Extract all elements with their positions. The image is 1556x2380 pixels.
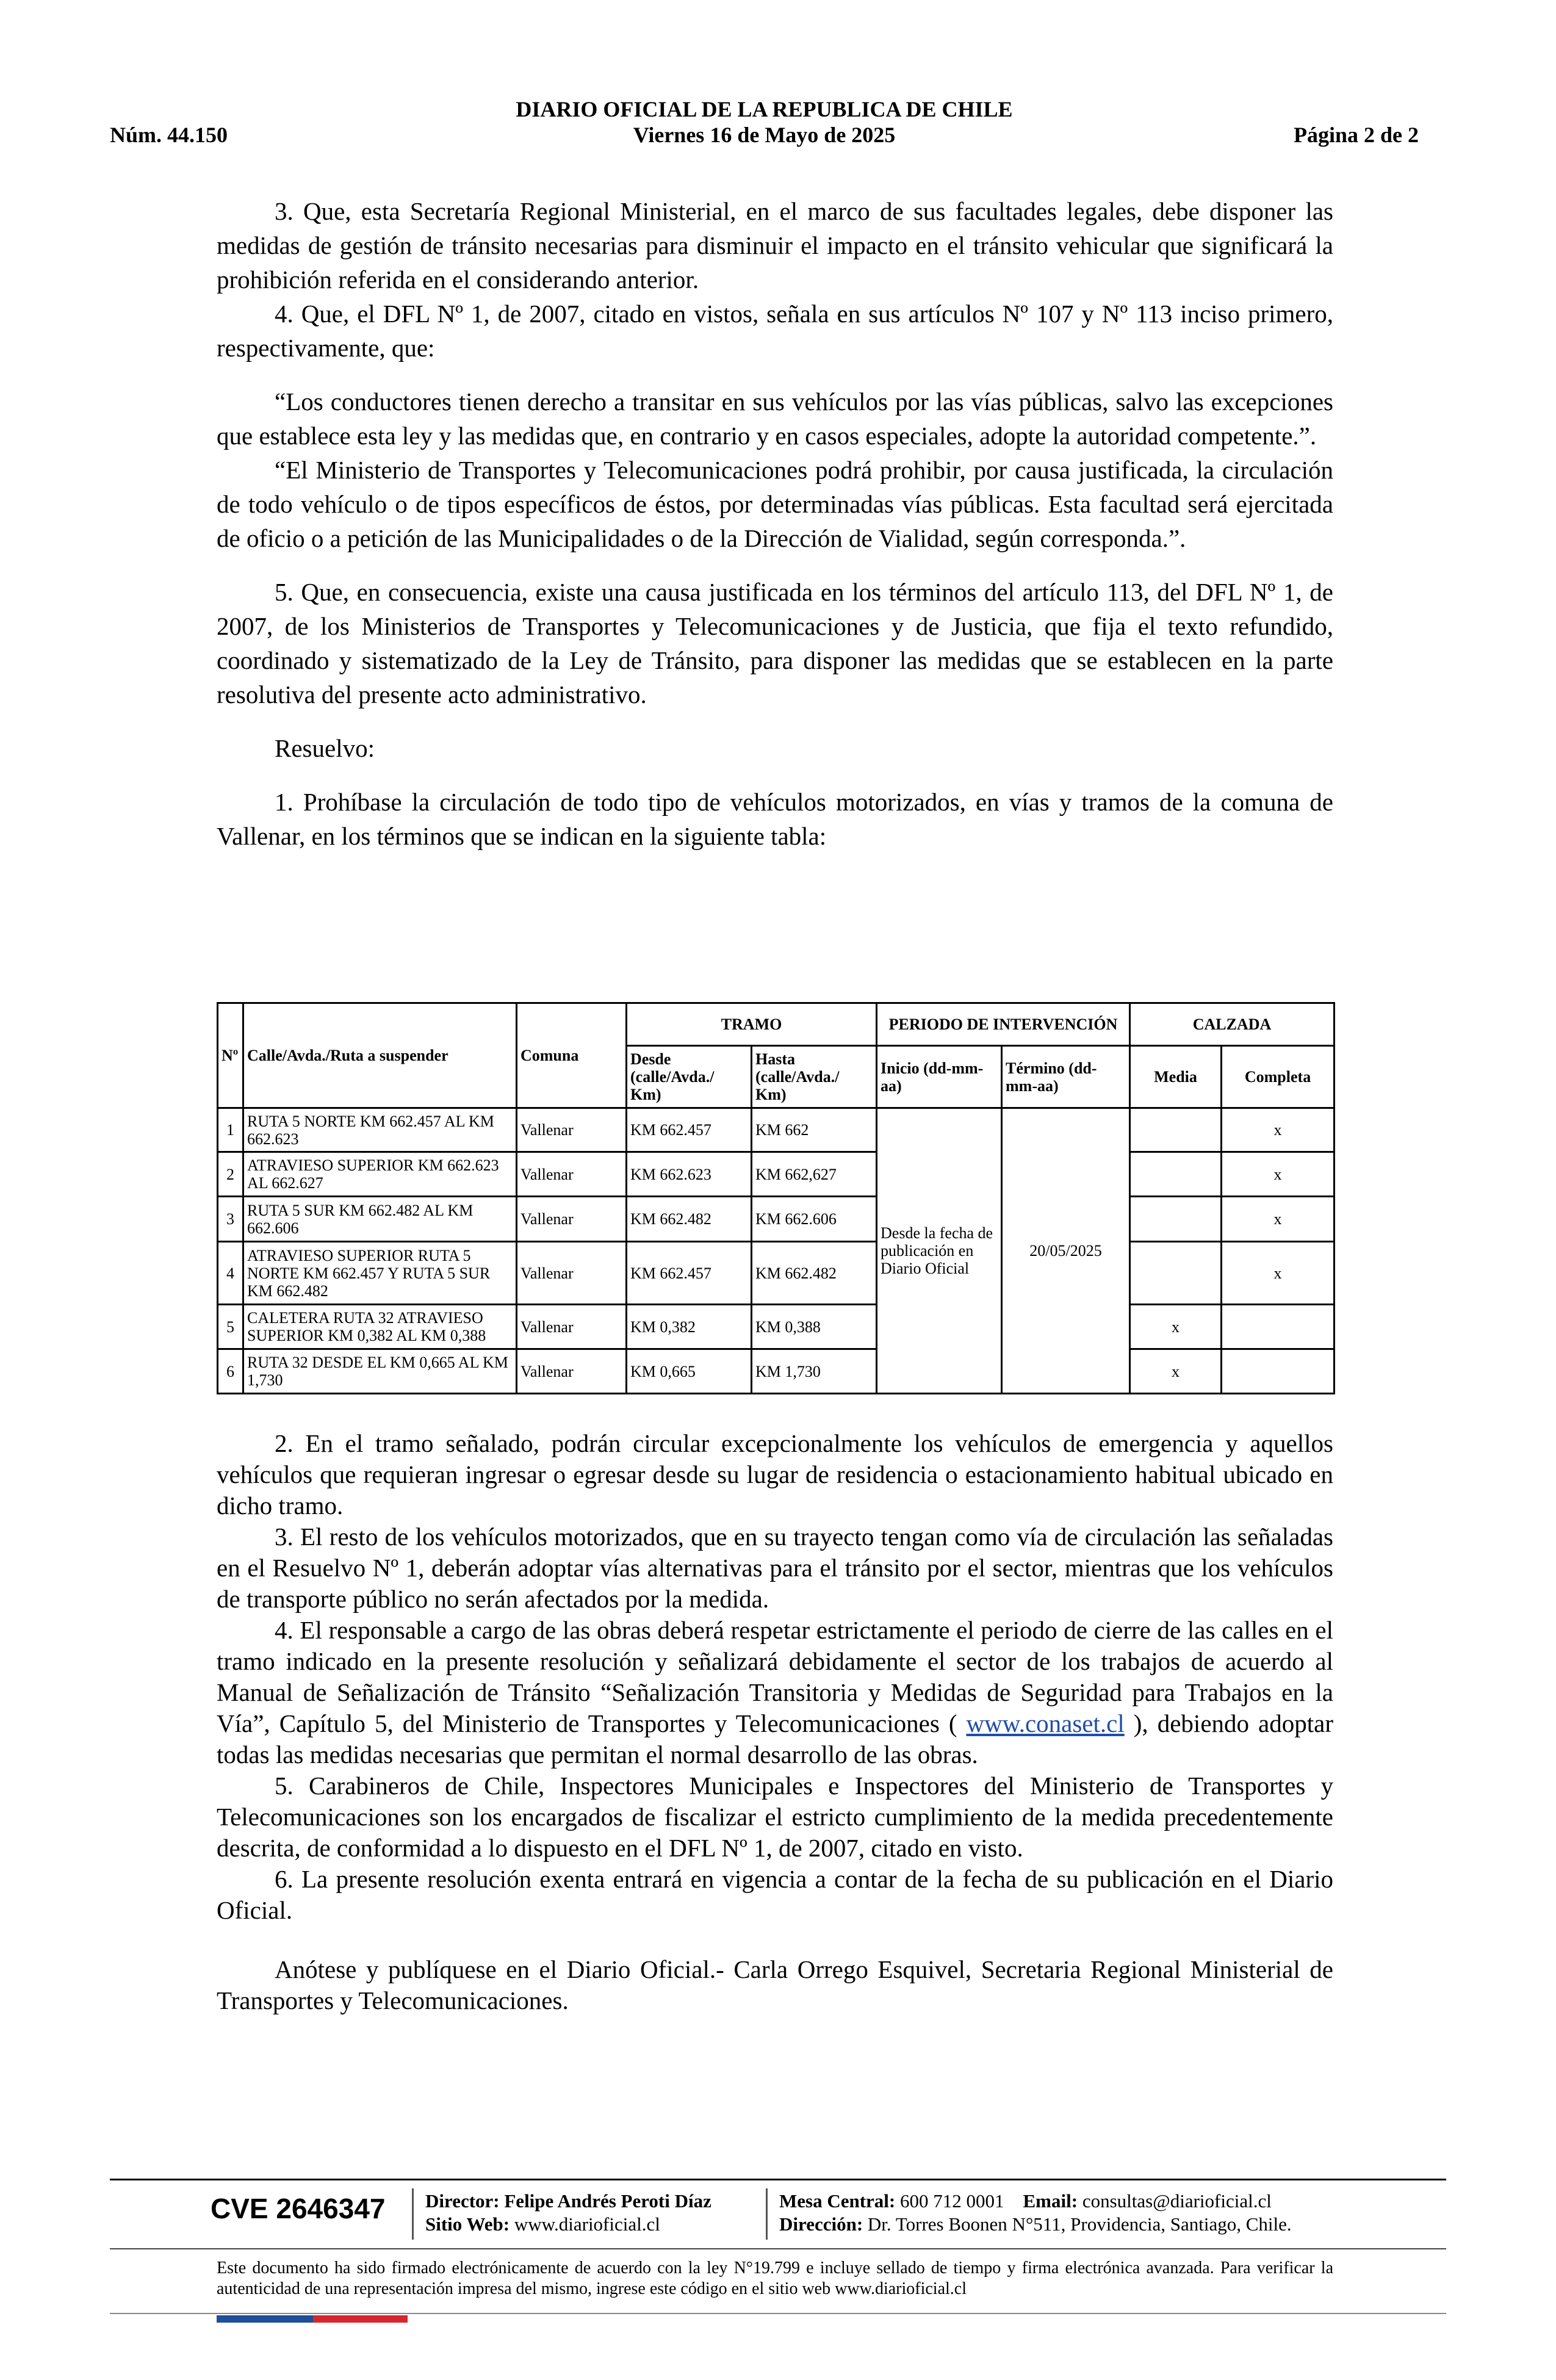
- header-calle: Calle/Avda./Ruta a suspender: [243, 1003, 517, 1108]
- header-calzada: CALZADA: [1130, 1003, 1334, 1046]
- cve-code: CVE 2646347: [211, 2193, 386, 2224]
- row-desde: KM 662.457: [627, 1108, 752, 1152]
- row-media: [1130, 1152, 1222, 1197]
- resuelvo-4: [217, 1615, 1333, 1770]
- header-termino: Término (dd-mm-aa): [1002, 1046, 1130, 1108]
- row-media: [1130, 1197, 1222, 1242]
- footer-bottom-rule: [110, 2313, 1446, 2314]
- row-media: [1130, 1108, 1222, 1152]
- row-number: 1: [218, 1108, 243, 1152]
- header-inicio: Inicio (dd-mm-aa): [877, 1046, 1002, 1108]
- quote-article-107: “Los conductores tienen derecho a transitar en sus vehículos por las vías públicas, salvo las excepciones que establece esta ley y las medidas que, en contrario y en casos especiales, adopte la autoridad competente.”.: [217, 388, 1333, 450]
- footer-mid-rule: [110, 2248, 1446, 2249]
- table-row: [218, 1108, 1334, 1152]
- row-calle: RUTA 32 DESDE EL KM 0,665 AL KM 1,730: [243, 1349, 517, 1394]
- row-calle: RUTA 5 NORTE KM 662.457 AL KM 662.623: [243, 1108, 517, 1152]
- closure-table: [217, 1002, 1335, 1394]
- director-name: Felipe Andrés Peroti Díaz: [504, 2190, 711, 2212]
- closing-signature: Anótese y publíquese en el Diario Oficial.- Carla Orrego Esquivel, Secretaria Regional Ministerial de Transportes y Telecomunicaciones.: [217, 1955, 1333, 2014]
- footer-divider: [412, 2188, 414, 2240]
- row-completa: x: [1222, 1242, 1334, 1305]
- row-number: 5: [218, 1305, 243, 1349]
- header-media: Media: [1130, 1046, 1222, 1108]
- row-media: [1130, 1242, 1222, 1305]
- row-desde: KM 0,665: [627, 1349, 752, 1394]
- inicio-cell: Desde la fecha de publicación en Diario Oficial: [877, 1108, 1002, 1394]
- table-row: [218, 1305, 1334, 1349]
- legal-notice: Este documento ha sido firmado electrónicamente de acuerdo con la ley N°19.799 e incluye sellado de tiempo y firma electrónica avanzada. Para verificar la autenticidad de una representación impresa del mismo, ingrese este código en el sitio web www.diarioficial.cl: [217, 2259, 1333, 2298]
- header-n: Nº: [218, 1003, 243, 1108]
- table-row: [218, 1349, 1334, 1394]
- row-number: 3: [218, 1197, 243, 1242]
- row-desde: KM 662.623: [627, 1152, 752, 1197]
- row-completa: x: [1222, 1152, 1334, 1197]
- flag-bar-blue: [217, 2315, 313, 2323]
- issue-number: Núm. 44.150: [110, 123, 228, 147]
- row-comuna: Vallenar: [517, 1349, 627, 1394]
- mesa-label: Mesa Central:: [779, 2190, 896, 2212]
- row-hasta: KM 662.482: [752, 1242, 877, 1305]
- web-label: Sitio Web:: [425, 2213, 510, 2235]
- issue-date: Viernes 16 de Mayo de 2025: [633, 123, 896, 147]
- header-hasta: Hasta (calle/Avda./ Km): [752, 1046, 877, 1108]
- row-completa: [1222, 1305, 1334, 1349]
- director-label: Director:: [425, 2190, 500, 2212]
- header-desde: Desde (calle/Avda./ Km): [627, 1046, 752, 1108]
- row-desde: KM 662.482: [627, 1197, 752, 1242]
- footer-divider: [766, 2188, 768, 2240]
- row-comuna: Vallenar: [517, 1197, 627, 1242]
- page-header: [110, 92, 1419, 153]
- row-calle: ATRAVIESO SUPERIOR KM 662.623 AL 662.627: [243, 1152, 517, 1197]
- resuelvo-6: 6. La presente resolución exenta entrará en vigencia a contar de la fecha de su publicación en el Diario Oficial.: [217, 1865, 1333, 1924]
- resuelvo-4-text-end: ), debiendo adoptar todas las medidas necesarias que permitan el normal desarrollo de las obras.: [217, 1709, 1333, 1769]
- row-media: x: [1130, 1305, 1222, 1349]
- flag-bar-red: [313, 2315, 408, 2323]
- row-number: 2: [218, 1152, 243, 1197]
- table-row: [218, 1197, 1334, 1242]
- table-row: [218, 1242, 1334, 1305]
- row-calle: ATRAVIESO SUPERIOR RUTA 5 NORTE KM 662.457 Y RUTA 5 SUR KM 662.482: [243, 1242, 517, 1305]
- row-hasta: KM 0,388: [752, 1305, 877, 1349]
- considerandos: [217, 194, 1333, 853]
- row-completa: x: [1222, 1197, 1334, 1242]
- table-row: [218, 1152, 1334, 1197]
- direccion-label: Dirección:: [779, 2213, 863, 2235]
- row-number: 6: [218, 1349, 243, 1394]
- resuelvo-1: 1. Prohíbase la circulación de todo tipo de vehículos motorizados, en vías y tramos de la comuna de Vallenar, en los términos que se indican en la siguiente tabla:: [217, 788, 1333, 850]
- row-comuna: Vallenar: [517, 1152, 627, 1197]
- resuelvo-4-text: 4. El responsable a cargo de las obras deberá respetar estrictamente el periodo de cierre de las calles en el tramo indicado en la presente resolución y señalizará debidamente el sector de los trabajos de acuerdo al Manual de Señalización de Tránsito “Señalización Transitoria y Medidas de Seguridad para Trabajos en la Vía”, Capítulo 5, del Ministerio de Transportes y Telecomunicaciones (: [217, 1616, 1333, 1737]
- conaset-link[interactable]: www.conaset.cl: [966, 1709, 1125, 1737]
- header-comuna: Comuna: [517, 1003, 627, 1108]
- row-number: 4: [218, 1242, 243, 1305]
- resuelvo-items: [217, 1428, 1333, 2016]
- row-hasta: KM 662: [752, 1108, 877, 1152]
- resuelvo-3: 3. El resto de los vehículos motorizados, que en su trayecto tengan como vía de circulación las señaladas en el Resuelvo Nº 1, deberán adoptar vías alternativas para el tránsito por el sector, mientras que los vehículos de transporte público no serán afectados por la medida.: [217, 1523, 1333, 1613]
- newspaper-title: DIARIO OFICIAL DE LA REPUBLICA DE CHILE: [516, 97, 1013, 121]
- email-label: Email:: [1023, 2190, 1078, 2212]
- resuelvo-5: 5. Carabineros de Chile, Inspectores Municipales e Inspectores del Ministerio de Transportes y Telecomunicaciones son los encargados de fiscalizar el estricto cumplimiento de la medida precedentemente descrita, de conformidad a lo dispuesto en el DFL Nº 1, de 2007, citado en visto.: [217, 1772, 1333, 1862]
- paragraph-4: 4. Que, el DFL Nº 1, de 2007, citado en vistos, señala en sus artículos Nº 107 y Nº 113 inciso primero, respectivamente, que:: [217, 300, 1333, 362]
- row-calle: CALETERA RUTA 32 ATRAVIESO SUPERIOR KM 0,382 AL KM 0,388: [243, 1305, 517, 1349]
- termino-cell: 20/05/2025: [1002, 1108, 1130, 1394]
- resuelvo-heading: Resuelvo:: [275, 734, 375, 762]
- row-calle: RUTA 5 SUR KM 662.482 AL KM 662.606: [243, 1197, 517, 1242]
- header-tramo: TRAMO: [627, 1003, 877, 1046]
- row-hasta: KM 1,730: [752, 1349, 877, 1394]
- resuelvo-2: 2. En el tramo señalado, podrán circular excepcionalmente los vehículos de emergencia y aquellos vehículos que requieran ingresar o egresar desde su lugar de residencia o estacionamiento habitual ubicado en dicho tramo.: [217, 1429, 1333, 1520]
- footer-contact-block: [779, 2190, 1292, 2236]
- mesa-phone: 600 712 0001: [900, 2190, 1004, 2212]
- row-hasta: KM 662,627: [752, 1152, 877, 1197]
- paragraph-3: 3. Que, esta Secretaría Regional Ministerial, en el marco de sus facultades legales, debe disponer las medidas de gestión de tránsito necesarias para disminuir el impacto en el tránsito vehicular que significará la prohibición referida en el considerando anterior.: [217, 197, 1333, 294]
- row-comuna: Vallenar: [517, 1242, 627, 1305]
- row-completa: [1222, 1349, 1334, 1394]
- paragraph-5: 5. Que, en consecuencia, existe una causa justificada en los términos del artículo 113, del DFL Nº 1, de 2007, de los Ministerios de Transportes y Telecomunicaciones y de Justicia, que fija el texto refundido, coordinado y sistematizado de la Ley de Tránsito, para disponer las medidas que se establecen en la parte resolutiva del presente acto administrativo.: [217, 578, 1333, 709]
- quote-article-113: “El Ministerio de Transportes y Telecomunicaciones podrá prohibir, por causa justificada, la circulación de todo vehículo o de tipos específicos de éstos, por determinadas vías públicas. Esta facultad será ejercitada de oficio o a petición de las Municipalidades o de la Dirección de Vialidad, según corresponda.”.: [217, 456, 1333, 552]
- row-comuna: Vallenar: [517, 1305, 627, 1349]
- footer-director-block: [425, 2190, 711, 2236]
- footer-top-rule: [110, 2179, 1446, 2180]
- row-desde: KM 662.457: [627, 1242, 752, 1305]
- header-periodo: PERIODO DE INTERVENCIÓN: [877, 1003, 1130, 1046]
- row-hasta: KM 662.606: [752, 1197, 877, 1242]
- web-url[interactable]: www.diarioficial.cl: [514, 2213, 660, 2235]
- row-desde: KM 0,382: [627, 1305, 752, 1349]
- email-address[interactable]: consultas@diarioficial.cl: [1082, 2190, 1272, 2212]
- direccion-value: Dr. Torres Boonen N°511, Providencia, Santiago, Chile.: [867, 2213, 1292, 2235]
- row-comuna: Vallenar: [517, 1108, 627, 1152]
- header-completa: Completa: [1222, 1046, 1334, 1108]
- row-completa: x: [1222, 1108, 1334, 1152]
- page-number: Página 2 de 2: [1293, 123, 1419, 147]
- row-media: x: [1130, 1349, 1222, 1394]
